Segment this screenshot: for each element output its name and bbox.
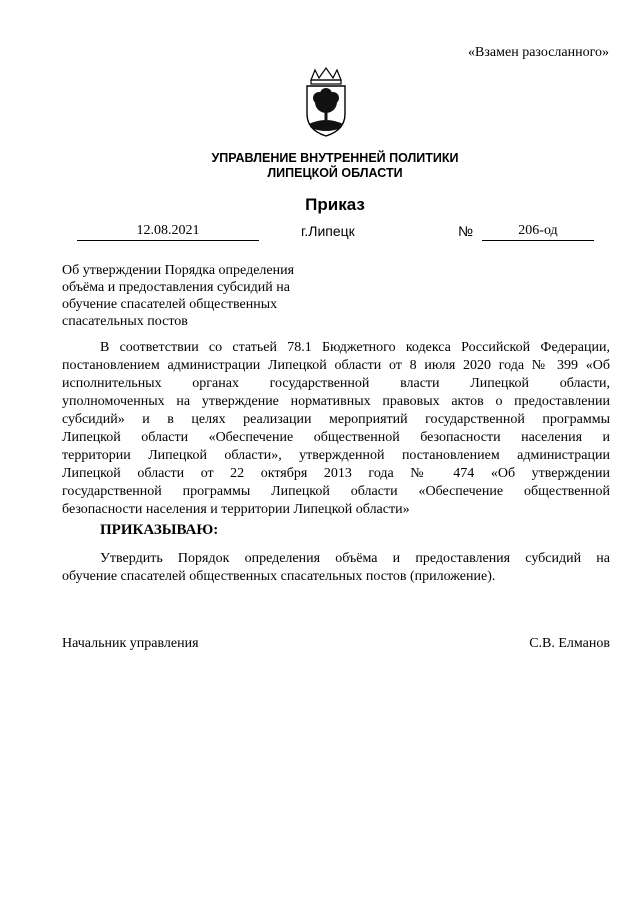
preamble-line: субсидий» и в целях реализации мероприятий государственной программы xyxy=(62,412,610,427)
replace-note: «Взамен разосланного» xyxy=(468,45,609,60)
preamble-line: безопасности населения и территории Липецкой области» xyxy=(62,502,410,517)
preamble-line: территории Липецкой области», утвержденной постановлением администрации xyxy=(62,448,610,463)
document-type-title: Приказ xyxy=(305,195,365,214)
lipetsk-coat-of-arms-icon xyxy=(301,66,351,138)
organization-name xyxy=(0,151,640,181)
preamble-line: В соответствии со статьей 78.1 Бюджетного кодекса Российской Федерации, xyxy=(100,340,610,355)
order-line: Утвердить Порядок определения объёма и предоставления субсидий на xyxy=(100,551,610,566)
org-line-2: ЛИПЕЦКОЙ ОБЛАСТИ xyxy=(267,166,403,180)
org-line-1: УПРАВЛЕНИЕ ВНУТРЕННЕЙ ПОЛИТИКИ xyxy=(211,151,459,165)
signer-position: Начальник управления xyxy=(62,636,199,651)
preamble-paragraph xyxy=(62,339,610,519)
subject-line: объёма и предоставления субсидий на xyxy=(62,280,290,295)
document-city: г.Липецк xyxy=(301,223,355,239)
preamble-line: Липецкой области «Обеспечение общественной безопасности населения и xyxy=(62,430,610,445)
document-meta-row xyxy=(0,223,640,247)
preamble-line: государственной программы Липецкой области «Обеспечение общественной xyxy=(62,484,610,499)
order-heading: ПРИКАЗЫВАЮ: xyxy=(100,522,219,538)
order-paragraph xyxy=(62,550,610,586)
preamble-line: исполнительных органах государственной власти Липецкой области, xyxy=(62,376,610,391)
number-sign: № xyxy=(458,223,474,239)
document-date: 12.08.2021 xyxy=(77,223,259,241)
subject-line: обучение спасателей общественных xyxy=(62,297,278,312)
signature-block xyxy=(62,636,610,656)
order-line: обучение спасателей общественных спасательных постов (приложение). xyxy=(62,569,496,584)
subject-line: Об утверждении Порядка определения xyxy=(62,263,295,278)
signer-name: С.В. Елманов xyxy=(529,636,610,651)
preamble-line: постановлением администрации Липецкой области от 8 июля 2020 года № 399 «Об xyxy=(62,358,610,373)
document-number: 206-од xyxy=(482,223,594,241)
document-subject xyxy=(62,262,322,330)
preamble-line: уполномоченных на утверждение нормативных правовых актов о предоставлении xyxy=(62,394,610,409)
subject-line: спасательных постов xyxy=(62,314,188,329)
preamble-line: Липецкой области от 22 октября 2013 года № 474 «Об утверждении xyxy=(62,466,610,481)
